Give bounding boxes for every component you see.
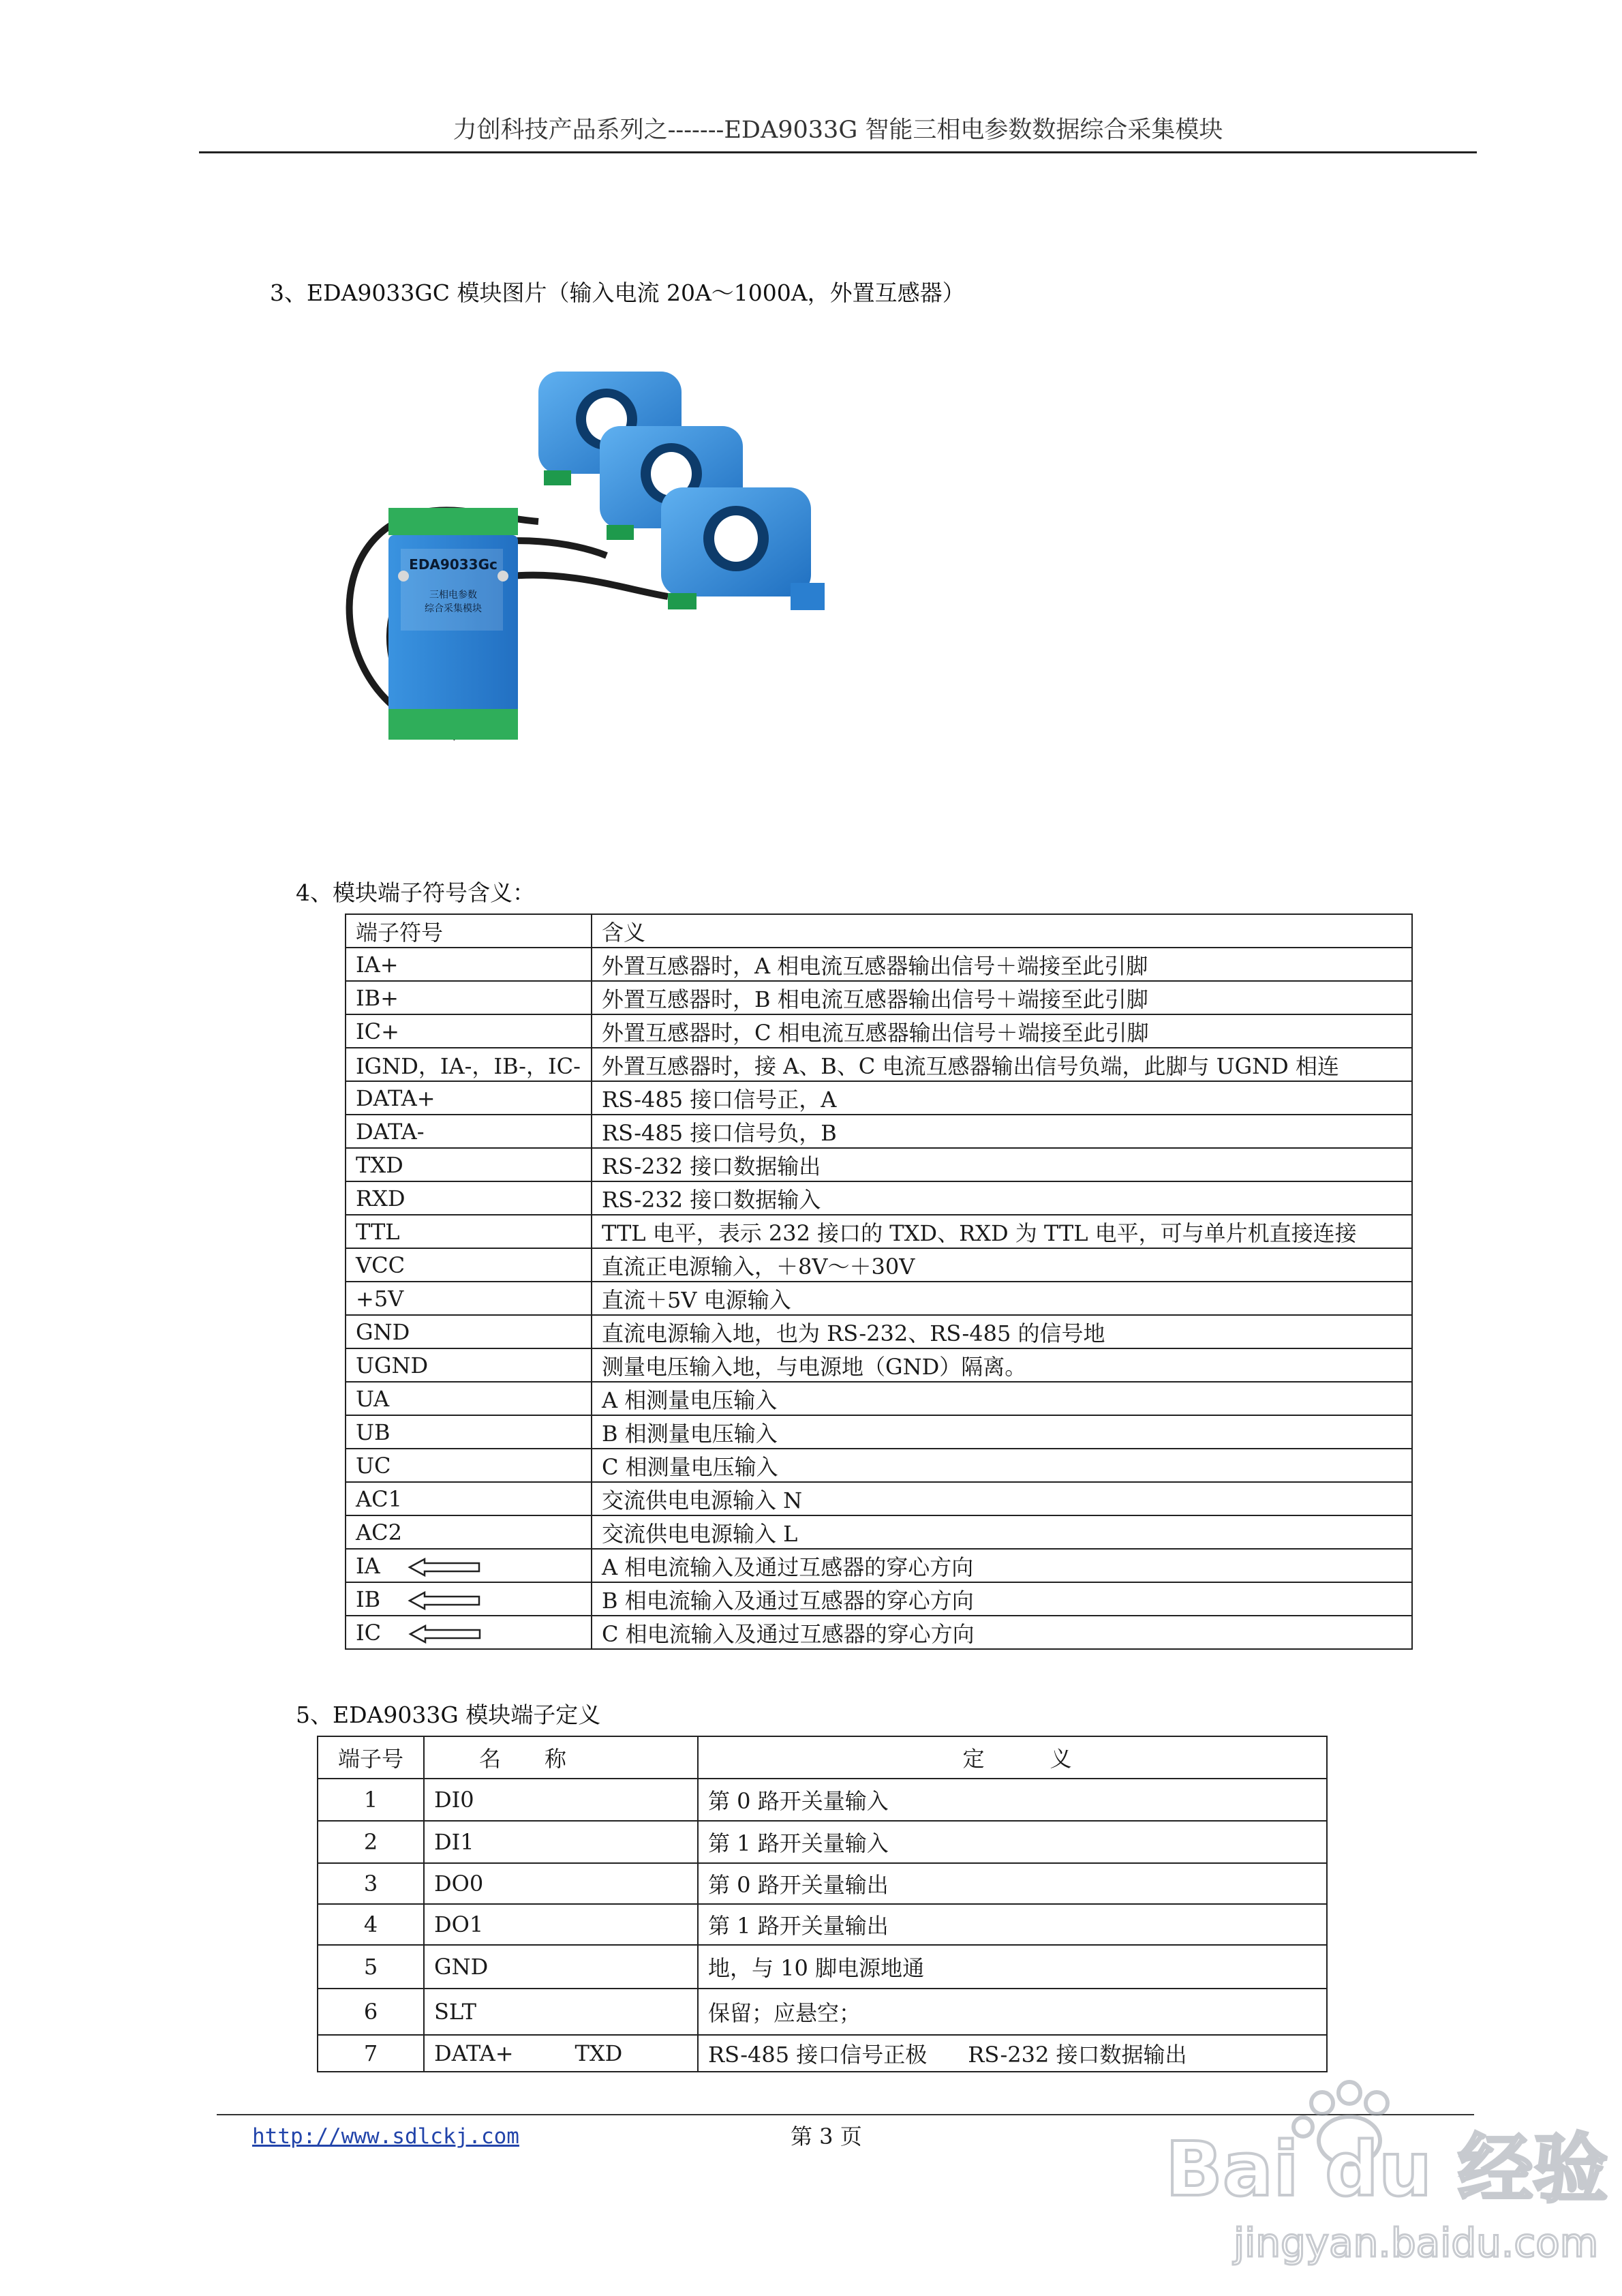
terminal-definition: 保留；应悬空；	[708, 2000, 861, 2026]
terminal-symbol: RXD	[356, 1185, 406, 1211]
terminal-meaning: B 相电流输入及通过互感器的穿心方向	[602, 1587, 974, 1614]
watermark-url: jingyan.baidu.com	[1234, 2220, 1599, 2266]
header-rule	[199, 151, 1477, 153]
left-arrow-icon	[408, 1624, 483, 1644]
table-row	[346, 1415, 1412, 1449]
terminal-symbol: AC1	[356, 1485, 402, 1512]
terminal-symbol: TTL	[356, 1218, 400, 1245]
left-arrow-icon	[408, 1557, 483, 1577]
terminal-meaning: 交流供电电源输入 L	[602, 1520, 798, 1547]
table-row	[346, 1549, 1412, 1582]
terminal-number: 3	[363, 1871, 378, 1897]
terminal-meaning: RS-232 接口数据输入	[602, 1186, 821, 1213]
terminal-symbol: VCC	[356, 1252, 406, 1278]
terminal-meaning: RS-485 接口信号负，B	[602, 1119, 837, 1146]
table-row	[346, 981, 1412, 1014]
terminal-name: DO0	[434, 1871, 484, 1897]
table-row	[318, 1821, 1327, 1863]
left-arrow-icon	[408, 1590, 483, 1611]
section5-heading: 5、EDA9033G 模块端子定义	[296, 1702, 601, 1728]
terminal-meaning: 交流供电电源输入 N	[602, 1487, 803, 1513]
terminal-meaning: 外置互感器时，C 相电流互感器输出信号＋端接至此引脚	[602, 1019, 1149, 1046]
terminal-meaning: A 相电流输入及通过互感器的穿心方向	[602, 1554, 974, 1580]
section4-heading: 4、模块端子符号含义：	[296, 879, 535, 906]
terminal-symbol: IC+	[356, 1018, 399, 1044]
table-row	[346, 1115, 1412, 1148]
terminal-symbol: IB	[356, 1586, 381, 1612]
table-row	[346, 1582, 1412, 1616]
terminal-number: 6	[363, 1999, 378, 2025]
table-row	[346, 1616, 1412, 1649]
table-row	[318, 1863, 1327, 1904]
table-row	[346, 1382, 1412, 1415]
terminal-definition: 第 0 路开关量输出	[708, 1872, 889, 1898]
module-photo	[286, 351, 872, 815]
terminal-meaning: B 相测量电压输入	[602, 1420, 778, 1447]
terminal-meaning: 直流＋5V 电源输入	[602, 1286, 791, 1313]
table-row	[346, 1482, 1412, 1515]
terminal-meaning: RS-485 接口信号正，A	[602, 1086, 837, 1113]
table-header-row	[318, 1736, 1327, 1779]
terminal-symbol: UA	[356, 1385, 390, 1412]
column-header-name: 名 称	[479, 1746, 567, 1772]
terminal-meaning: 测量电压输入地，与电源地（GND）隔离。	[602, 1353, 1027, 1380]
page-number: 第 3 页	[791, 2124, 862, 2149]
terminal-number: 2	[363, 1829, 378, 1855]
column-header-symbol: 端子符号	[356, 919, 444, 946]
eda9033gc-module	[388, 508, 518, 740]
table-row	[346, 1148, 1412, 1181]
terminal-meaning: A 相测量电压输入	[602, 1387, 778, 1413]
terminal-symbol-table	[345, 913, 1413, 1650]
terminal-symbol: UB	[356, 1419, 391, 1445]
table-row	[346, 1515, 1412, 1549]
terminal-name: SLT	[434, 1999, 476, 2025]
terminal-symbol: IB+	[356, 984, 399, 1011]
terminal-name: DATA+	[434, 2040, 514, 2066]
terminal-symbol: IA+	[356, 951, 399, 978]
terminal-symbol: IGND，IA-，IB-，IC-	[356, 1053, 581, 1079]
table-row	[318, 1904, 1327, 1945]
terminal-meaning: 外置互感器时，A 相电流互感器输出信号＋端接至此引脚	[602, 952, 1148, 979]
table-row	[346, 1348, 1412, 1382]
section3-heading: 3、EDA9033GC 模块图片（输入电流 20A～1000A，外置互感器）	[270, 280, 965, 306]
terminal-name-alt: TXD	[575, 2040, 623, 2066]
terminal-meaning: C 相电流输入及通过互感器的穿心方向	[602, 1620, 975, 1647]
table-row	[346, 1048, 1412, 1081]
terminal-meaning: 直流正电源输入，＋8V～＋30V	[602, 1253, 915, 1280]
terminal-name: DO1	[434, 1912, 484, 1937]
terminal-definition-alt: RS-232 接口数据输出	[968, 2042, 1187, 2068]
website-link[interactable]: http://www.sdlckj.com	[252, 2124, 519, 2149]
table-row	[346, 1248, 1412, 1282]
table-row	[346, 1014, 1412, 1048]
module-label: EDA9033Gc	[409, 556, 498, 573]
terminal-number: 7	[363, 2040, 378, 2066]
terminal-meaning: RS-232 接口数据输出	[602, 1153, 821, 1179]
table-row	[346, 1215, 1412, 1248]
terminal-symbol: UGND	[356, 1352, 429, 1378]
terminal-definition: 第 1 路开关量输入	[708, 1830, 889, 1856]
terminal-symbol: TXD	[356, 1151, 403, 1178]
terminal-meaning: 外置互感器时，接 A、B、C 电流互感器输出信号负端，此脚与 UGND 相连	[602, 1053, 1339, 1079]
column-header-definition: 定 义	[962, 1746, 1072, 1772]
table-row	[346, 948, 1412, 981]
table-row	[318, 1779, 1327, 1821]
table-row	[318, 1989, 1327, 2035]
table-row	[318, 2035, 1327, 2072]
terminal-number: 5	[363, 1954, 378, 1980]
table-row	[318, 1945, 1327, 1989]
terminal-name: GND	[434, 1954, 489, 1980]
terminal-number: 1	[363, 1787, 378, 1813]
terminal-definition: RS-485 接口信号正极	[708, 2042, 928, 2068]
terminal-number: 4	[363, 1912, 378, 1937]
terminal-symbol: AC2	[356, 1519, 402, 1545]
page-header: 力创科技产品系列之-------EDA9033G 智能三相电参数数据综合采集模块	[453, 117, 1223, 144]
watermark-brand: Bai du 经验	[1165, 2126, 1608, 2213]
column-header-number: 端子号	[337, 1746, 403, 1772]
terminal-symbol: GND	[356, 1318, 410, 1345]
terminal-meaning: TTL 电平，表示 232 接口的 TXD、RXD 为 TTL 电平，可与单片机直接连接	[602, 1220, 1357, 1246]
terminal-meaning: C 相测量电压输入	[602, 1453, 778, 1480]
terminal-name: DI1	[434, 1829, 474, 1855]
module-caption-1: 三相电参数	[429, 590, 477, 601]
table-row	[346, 1081, 1412, 1115]
terminal-meaning: 外置互感器时，B 相电流互感器输出信号＋端接至此引脚	[602, 986, 1148, 1012]
module-caption-2: 综合采集模块	[425, 603, 482, 614]
terminal-definition: 第 0 路开关量输入	[708, 1788, 889, 1814]
terminal-definition-table	[317, 1736, 1328, 2072]
table-row	[346, 1449, 1412, 1482]
table-row	[346, 1315, 1412, 1348]
terminal-name: DI0	[434, 1787, 474, 1813]
terminal-symbol: DATA+	[356, 1085, 435, 1111]
terminal-meaning: 直流电源输入地，也为 RS-232、RS-485 的信号地	[602, 1320, 1105, 1346]
baidu-jingyan-watermark	[1152, 2072, 1608, 2277]
table-row	[346, 1282, 1412, 1315]
terminal-definition: 第 1 路开关量输出	[708, 1913, 889, 1939]
terminal-definition: 地，与 10 脚电源地通	[708, 1955, 925, 1981]
terminal-symbol: IA	[356, 1552, 380, 1579]
table-row	[346, 1181, 1412, 1215]
column-header-meaning: 含义	[602, 919, 646, 946]
terminal-symbol: DATA-	[356, 1118, 425, 1145]
current-sensor-3	[661, 487, 825, 610]
terminal-symbol: IC	[356, 1619, 382, 1646]
terminal-symbol: UC	[356, 1452, 391, 1479]
table-header-row	[346, 914, 1412, 948]
terminal-symbol: +5V	[356, 1285, 404, 1312]
